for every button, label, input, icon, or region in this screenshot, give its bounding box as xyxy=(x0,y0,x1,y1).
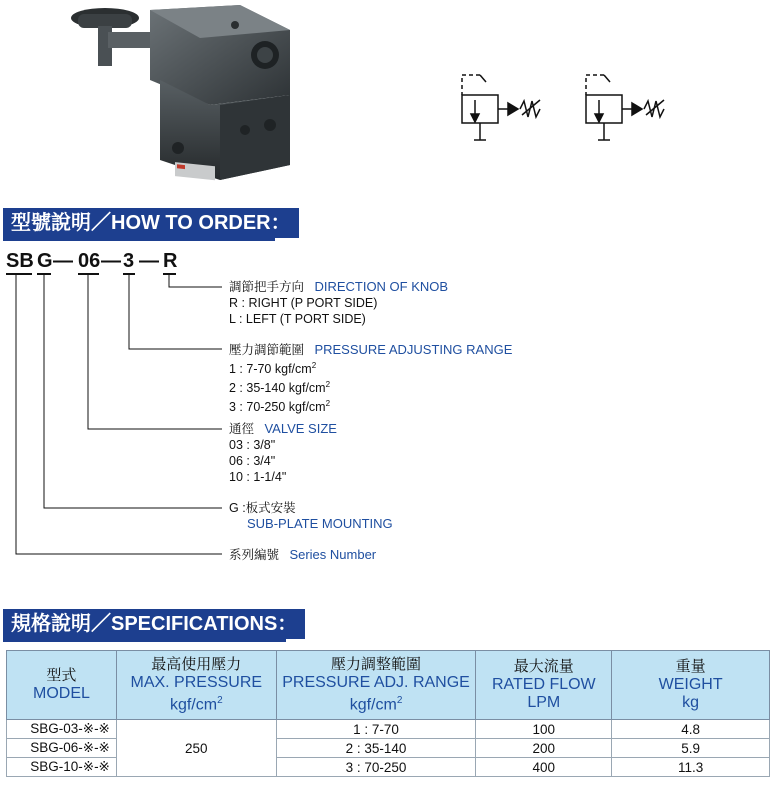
series-label-zh: 系列編號 xyxy=(229,548,280,562)
section-divider xyxy=(3,238,275,241)
hydraulic-symbols xyxy=(440,70,680,150)
size-label-en: VALVE SIZE xyxy=(264,421,337,436)
cell-model: SBG-03-※-※ xyxy=(7,720,117,739)
code-dash-1: — xyxy=(53,250,73,272)
knob-option-r: R : RIGHT (P PORT SIDE) xyxy=(229,296,378,310)
how-to-order-title-zh: 型號說明 xyxy=(11,212,91,234)
knob-option-l: L : LEFT (T PORT SIDE) xyxy=(229,312,366,326)
order-item-mounting xyxy=(229,500,393,532)
header-rated-flow: 最大流量 RATED FLOW LPM xyxy=(476,651,612,720)
pressure-option-2: 2 : 35-140 kgf/cm xyxy=(229,381,326,396)
code-range: 3 xyxy=(123,250,135,272)
header-pressure-range: 壓力調整範圍 PRESSURE ADJ. RANGE kgf/$cm^2$ xyxy=(276,651,476,720)
mounting-label-zh: G :板式安裝 xyxy=(229,501,296,515)
size-option-03: 03 : 3/8" xyxy=(229,438,276,452)
pressure-option-3: 3 : 70-250 kgf/cm xyxy=(229,400,326,415)
series-label-en: Series Number xyxy=(289,547,377,562)
knob-label-zh: 調節把手方向 xyxy=(229,280,305,294)
cell-weight: 5.9 xyxy=(612,739,770,758)
symbol-right-icon xyxy=(462,75,540,140)
code-dash-2: — xyxy=(101,250,121,272)
order-item-size xyxy=(229,421,337,485)
order-item-series xyxy=(229,547,376,563)
mounting-label-en: SUB-PLATE MOUNTING xyxy=(247,516,393,531)
section-divider xyxy=(3,639,286,642)
size-option-06: 06 : 3/4" xyxy=(229,454,276,468)
pressure-label-zh: 壓力調節範圍 xyxy=(229,343,305,357)
code-knob: R xyxy=(163,250,178,272)
cell-range: 1 : 7-70 xyxy=(276,720,476,739)
cell-model: SBG-06-※-※ xyxy=(7,739,117,758)
cell-range: 3 : 70-250 xyxy=(276,758,476,777)
cell-weight: 11.3 xyxy=(612,758,770,777)
cell-flow: 200 xyxy=(476,739,612,758)
header-weight: 重量 WEIGHT kg xyxy=(612,651,770,720)
cell-flow: 100 xyxy=(476,720,612,739)
specifications-header xyxy=(3,609,305,639)
cell-range: 2 : 35-140 xyxy=(276,739,476,758)
code-size: 06 xyxy=(78,250,101,272)
table-row xyxy=(7,720,770,739)
how-to-order-title-en: ／HOW TO ORDER： xyxy=(91,212,291,234)
code-series: SB xyxy=(6,250,34,272)
order-item-knob xyxy=(229,279,448,327)
cell-model: SBG-10-※-※ xyxy=(7,758,117,777)
header-model: 型式 MODEL xyxy=(7,651,117,720)
code-mounting: G xyxy=(37,250,53,272)
code-dash-3: — xyxy=(139,250,159,272)
cell-weight: 4.8 xyxy=(612,720,770,739)
knob-label-en: DIRECTION OF KNOB xyxy=(314,279,449,294)
pressure-label-en: PRESSURE ADJUSTING RANGE xyxy=(314,342,513,357)
table-header-row xyxy=(7,651,770,720)
cell-flow: 400 xyxy=(476,758,612,777)
size-label-zh: 通徑 xyxy=(229,422,255,436)
cell-max-pressure: 250 xyxy=(116,720,276,777)
header-max-pressure: 最高使用壓力 MAX. PRESSURE kgf/$cm^2$ xyxy=(116,651,276,720)
how-to-order-header xyxy=(3,208,299,238)
size-option-10: 10 : 1-1/4" xyxy=(229,470,287,484)
spec-title-en: ／SPECIFICATIONS： xyxy=(91,613,298,635)
order-item-pressure: 壓力調節範圍 PRESSURE ADJUSTING RANGE 1 : 7-70 kgf/$cm^2$ 2 : 35-140 kgf/$cm^2$ 3 : 70-250 kgf/$cm^2$ xyxy=(229,342,513,415)
spec-title-zh: 規格說明 xyxy=(11,613,91,635)
specifications-table xyxy=(6,650,770,777)
symbol-left-icon xyxy=(586,75,664,140)
pressure-option-1: 1 : 7-70 kgf/cm xyxy=(229,362,312,377)
leader-lines xyxy=(0,270,240,560)
valve-product-image xyxy=(60,0,300,185)
